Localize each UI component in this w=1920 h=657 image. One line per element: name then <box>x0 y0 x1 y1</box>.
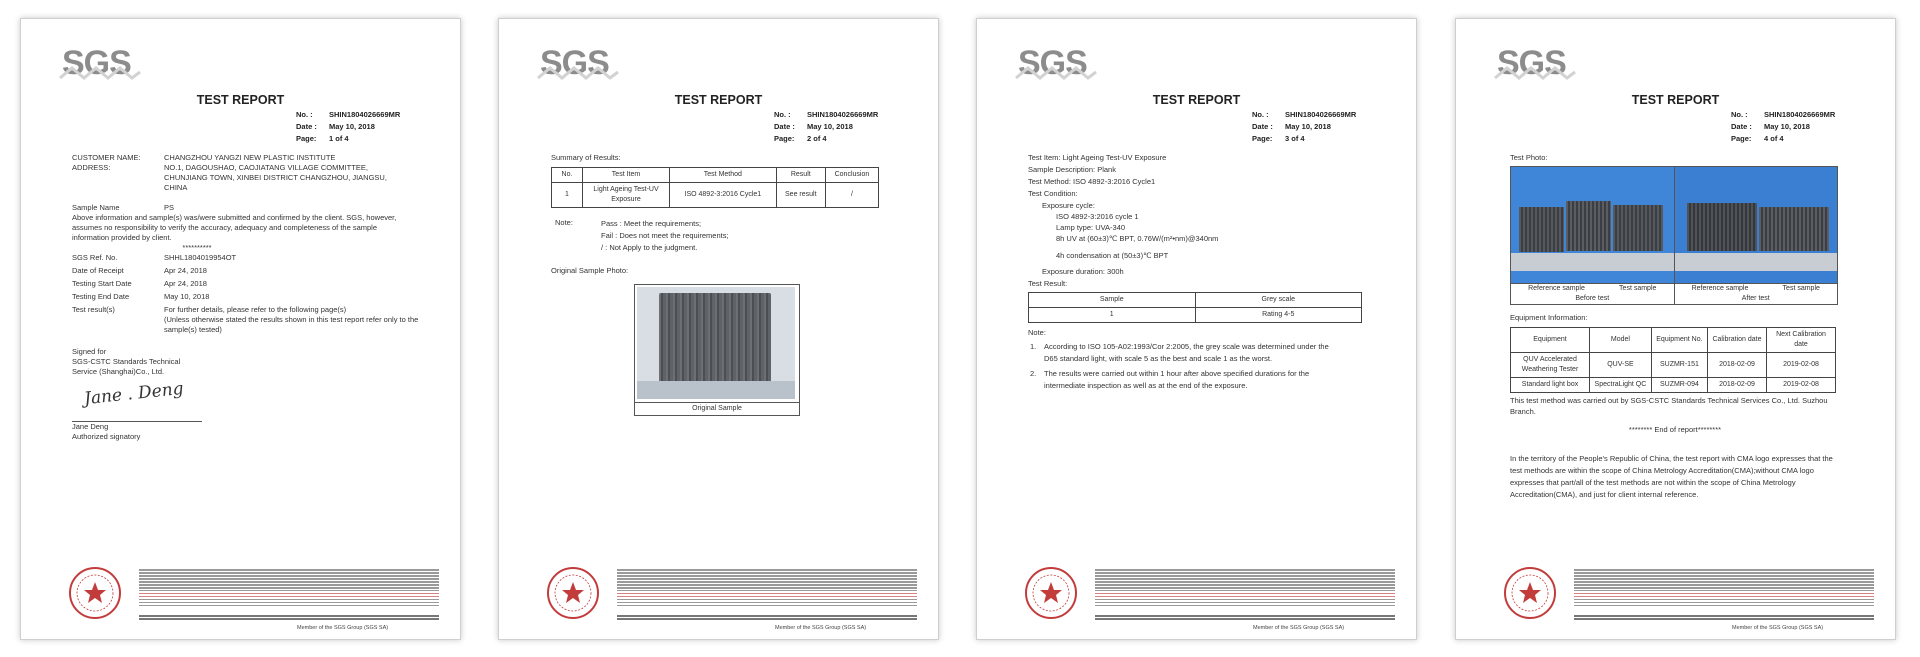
table-header: No. <box>552 168 583 183</box>
table-header: Model <box>1590 328 1652 353</box>
test-method: Test Method: ISO 4892-3:2016 Cycle1 <box>1028 177 1156 186</box>
test-results-note: (Unless otherwise stated the results shown in this test report refer only to the sample(s) tested) <box>164 315 419 334</box>
table-header: Test Method <box>670 168 777 183</box>
table-cell: ISO 4892-3:2016 Cycle1 <box>670 183 777 208</box>
table-header: Equipment No. <box>1651 328 1707 353</box>
testing-start-date: Apr 24, 2018 <box>164 279 207 288</box>
equipment-title: Equipment Information: <box>1510 313 1588 322</box>
table-cell: Rating 4-5 <box>1195 308 1362 323</box>
report-date: May 10, 2018 <box>807 122 853 131</box>
test-sample-label: Test sample <box>1782 285 1820 292</box>
sgs-member-line: Member of the SGS Group (SGS SA) <box>775 625 867 631</box>
sgs-logo <box>58 42 142 82</box>
sgs-logo <box>1014 42 1098 82</box>
report-date: May 10, 2018 <box>1764 122 1810 131</box>
official-stamp-icon <box>1502 565 1558 621</box>
logo-ornament-icon <box>58 66 142 80</box>
report-page-2 <box>498 18 939 640</box>
after-test-photo <box>1675 167 1838 283</box>
sgs-ref-number: SHHL1804019954OT <box>164 253 237 262</box>
cycle-line: 4h condensation at (50±3)℃ BPT <box>1056 251 1169 260</box>
table-cell: SUZMR-094 <box>1651 378 1707 393</box>
report-meta: No. : SHIN1804026669MR Date : May 10, 2018 Page: 4 of 4 <box>1731 110 1836 143</box>
table-row <box>552 183 879 208</box>
cycle-line: Lamp type: UVA-340 <box>1056 223 1126 232</box>
table-row <box>1511 353 1836 378</box>
note-line: / : Not Apply to the judgment. <box>601 243 698 252</box>
report-meta: No. : SHIN1804026669MR Date : May 10, 2018 Page: 1 of 4 <box>296 110 401 143</box>
photo-caption: Original Sample <box>635 402 799 415</box>
report-number: SHIN1804026669MR <box>1285 110 1357 119</box>
sgs-logo-text: SGS <box>1497 44 1566 82</box>
report-title: TEST REPORT <box>1152 93 1241 107</box>
note-line: The results were carried out within 1 hour after above specified durations for the intermediate inspection as well as at the end of the exposure. <box>1044 369 1310 390</box>
disclaimer-text: Above information and sample(s) was/were submitted and confirmed by the client. SGS, however, assumes no responsibility to verify the accuracy, adequacy and completeness of the sample information provided by client. <box>72 213 397 242</box>
sample-name: PS <box>164 203 175 212</box>
table-cell: / <box>825 183 878 208</box>
signed-org: SGS-CSTC Standards Technical Service (Shanghai)Co., Ltd. <box>72 357 181 376</box>
report-date: May 10, 2018 <box>1285 122 1331 131</box>
report-date: May 10, 2018 <box>329 122 375 131</box>
page-number: 2 of 4 <box>807 134 827 143</box>
page-footer <box>545 565 915 635</box>
note-label: Note: <box>555 218 573 227</box>
report-number: SHIN1804026669MR <box>1764 110 1836 119</box>
cma-note: In the territory of the People's Republic of China, the test report with CMA logo expresses that the test methods are within the scope of China Metrology Accreditation(CMA);without CMA logo expresses that part/all of the test methods are not within the scope of China Metrology Accreditation(CMA), and just for client internal reference. <box>1510 454 1833 499</box>
note-line: According to ISO 105-A02:1993/Cor 2:2005, the grey scale was determined under the D65 standard light, with scale 5 as the best and scale 1 as the worst. <box>1044 342 1329 363</box>
table-cell: QUV-SE <box>1590 353 1652 378</box>
logo-ornament-icon <box>1493 66 1577 80</box>
table-cell: 2019-02-08 <box>1767 353 1836 378</box>
photo-title: Test Photo: <box>1510 153 1548 162</box>
test-sample-label: Test sample <box>1619 285 1657 292</box>
page-number: 4 of 4 <box>1764 134 1784 143</box>
report-meta: No. : SHIN1804026669MR Date : May 10, 2018 Page: 3 of 4 <box>1252 110 1357 143</box>
table-cell: Light Ageing Test-UV Exposure <box>583 183 670 208</box>
reference-sample-label: Reference sample <box>1691 285 1749 292</box>
address-fine-print <box>1574 615 1874 621</box>
table-cell: 2018-02-09 <box>1707 353 1766 378</box>
table-row <box>1511 378 1836 393</box>
table-header: Calibration date <box>1707 328 1766 353</box>
separator: ********** <box>182 243 212 252</box>
report-meta: No. : SHIN1804026669MR Date : May 10, 2018 Page: 2 of 4 <box>774 110 879 143</box>
testing-end-date: May 10, 2018 <box>164 292 210 301</box>
report-number: SHIN1804026669MR <box>329 110 401 119</box>
date-of-receipt: Apr 24, 2018 <box>164 266 207 275</box>
handwritten-signature: Jane . Deng <box>83 378 185 410</box>
sgs-logo <box>536 42 620 82</box>
original-sample-photo-frame <box>634 284 800 416</box>
table-cell: 1 <box>1029 308 1196 323</box>
table-cell: QUV Accelerated Weathering Tester <box>1511 353 1590 378</box>
table-cell: 1 <box>552 183 583 208</box>
table-header-row <box>552 168 879 183</box>
note-line: Pass : Meet the requirements; <box>601 219 702 228</box>
address-fine-print <box>617 615 917 621</box>
table-cell: SpectraLight QC <box>1590 378 1652 393</box>
official-stamp-icon <box>545 565 601 621</box>
before-test-photo <box>1511 167 1674 283</box>
sgs-member-line: Member of the SGS Group (SGS SA) <box>297 625 389 631</box>
test-condition-label: Test Condition: <box>1028 189 1078 198</box>
signatory-name: Jane Deng <box>72 422 109 431</box>
note-label: Note: <box>1028 328 1046 337</box>
official-stamp-icon <box>67 565 123 621</box>
report-page-1 <box>20 18 461 640</box>
before-test-label: Before test <box>1575 295 1610 302</box>
end-of-report: ******** End of report******** <box>1628 425 1722 434</box>
table-cell: 2019-02-08 <box>1767 378 1836 393</box>
page-footer <box>1023 565 1393 635</box>
note-line: Fail : Does not meet the requirements; <box>601 231 729 240</box>
page-footer <box>67 565 437 635</box>
table-header: Equipment <box>1511 328 1590 353</box>
method-note: This test method was carried out by SGS-CSTC Standards Technical Services Co., Ltd. Suzhou Branch. <box>1510 396 1828 416</box>
signature-block <box>72 347 422 442</box>
address-fine-print <box>1095 615 1395 621</box>
address-fine-print <box>139 615 439 621</box>
test-photo-grid <box>1510 166 1838 305</box>
reference-sample-label: Reference sample <box>1528 285 1585 292</box>
table-header: Next Calibration date <box>1767 328 1836 353</box>
table-header: Conclusion <box>825 168 878 183</box>
result-table <box>1028 292 1362 323</box>
exposure-cycle-label: Exposure cycle: <box>1042 201 1095 210</box>
cycle-line: 8h UV at (60±3)℃ BPT, 0.76W/(m²•nm)@340nm <box>1056 234 1219 243</box>
report-title: TEST REPORT <box>196 93 285 107</box>
terms-fine-print <box>139 569 439 613</box>
logo-ornament-icon <box>1014 66 1098 80</box>
sample-description: Sample Description: Plank <box>1028 165 1116 174</box>
signed-for-label: Signed for <box>72 347 107 356</box>
exposure-duration: Exposure duration: 300h <box>1042 267 1124 276</box>
table-header: Grey scale <box>1195 293 1362 308</box>
after-test-label: After test <box>1741 295 1770 302</box>
page-body: CUSTOMER NAME: CHANGZHOU YANGZI NEW PLASTIC INSTITUTE ADDRESS: NO.1, DAGOUSHAO, CAOJIATANG VILLAGE COMMITTEE, CHUNJIANG TOWN, XINBEI DISTRICT CHANGZHOU, JIANGSU, CHINA Sample Name PS Above information and sample(s) was/were submitted and confirmed by the client. SGS, however, assumes no responsibility to verify the accuracy, adequacy and completeness of the sample information provided by client. ********** SGS Ref. No. SHHL1804019954OT Date of Receipt Apr 24, 2018 Testing Start Date Apr 24, 2018 Testing End Date May 10, 2018 Test result(s) For further details, please refer to the following page(s) (Unless otherwise stated the results shown in this test report refer only to the sample(s) tested) Signed for SGS-CSTC Standards Technical Service (Shanghai)Co., Ltd. Jane . Deng Jane Deng Authorized signatory <box>72 153 422 442</box>
sgs-member-line: Member of the SGS Group (SGS SA) <box>1253 625 1345 631</box>
test-item: Test Item: Light Ageing Test-UV Exposure <box>1028 153 1167 162</box>
test-result-label: Test Result: <box>1028 279 1068 288</box>
table-cell: SUZMR-151 <box>1651 353 1707 378</box>
photo-title: Original Sample Photo: <box>551 266 629 275</box>
table-header: Sample <box>1029 293 1196 308</box>
report-title: TEST REPORT <box>1631 93 1720 107</box>
customer-name: CHANGZHOU YANGZI NEW PLASTIC INSTITUTE <box>164 153 336 162</box>
original-sample-photo <box>637 287 795 399</box>
customer-address: NO.1, DAGOUSHAO, CAOJIATANG VILLAGE COMMITTEE, CHUNJIANG TOWN, XINBEI DISTRICT CHANGZHOU, JIANGSU, CHINA <box>164 163 387 192</box>
table-cell: 2018-02-09 <box>1707 378 1766 393</box>
page-number: 3 of 4 <box>1285 134 1305 143</box>
sgs-logo-text: SGS <box>540 44 609 82</box>
sgs-logo <box>1493 42 1577 82</box>
summary-title: Summary of Results: <box>551 153 621 162</box>
official-stamp-icon <box>1023 565 1079 621</box>
terms-fine-print <box>617 569 917 613</box>
report-page-3 <box>976 18 1417 640</box>
report-number: SHIN1804026669MR <box>807 110 879 119</box>
terms-fine-print <box>1574 569 1874 613</box>
sgs-member-line: Member of the SGS Group (SGS SA) <box>1732 625 1824 631</box>
logo-ornament-icon <box>536 66 620 80</box>
page-body: Test Item: Light Ageing Test-UV Exposure Sample Description: Plank Test Method: ISO 4892-3:2016 Cycle1 Test Condition: Exposure cycle: ISO 4892-3:2016 cycle 1 Lamp type: UVA-340 8h UV at (60±3)℃ BPT, 0.76W/(m²•nm)@340nm 4h condensation at (50±3)℃ BPT Exposure duration: 300h Test Result: Sample Grey scale 1 Rating 4-5 Note: 1. According to ISO 105-A02:1993/Cor 2:2005, the grey scale was determined under the D65 standard light, with scale 5 as the best and scale 1 as the worst. 2. The results were carried out within 1 hour after above specified durations for the intermediate inspection as well as at the end of the exposure. <box>1028 153 1368 392</box>
table-cell: Standard light box <box>1511 378 1590 393</box>
table-header-row <box>1029 293 1362 308</box>
terms-fine-print <box>1095 569 1395 613</box>
report-page-4 <box>1455 18 1896 640</box>
sgs-logo-text: SGS <box>62 44 131 82</box>
signatory-title: Authorized signatory <box>72 432 141 441</box>
page-body <box>1510 153 1840 501</box>
page-body <box>551 153 901 416</box>
table-cell: See result <box>776 183 825 208</box>
test-results-text: For further details, please refer to the following page(s) <box>164 305 347 314</box>
summary-table <box>551 167 879 208</box>
table-row <box>1029 308 1362 323</box>
table-header: Result <box>776 168 825 183</box>
report-title: TEST REPORT <box>674 93 763 107</box>
equipment-table <box>1510 327 1836 393</box>
page-number: 1 of 4 <box>329 134 349 143</box>
table-header: Test Item <box>583 168 670 183</box>
sgs-logo-text: SGS <box>1018 44 1087 82</box>
cycle-line: ISO 4892-3:2016 cycle 1 <box>1056 212 1139 221</box>
table-header-row <box>1511 328 1836 353</box>
page-footer <box>1502 565 1872 635</box>
